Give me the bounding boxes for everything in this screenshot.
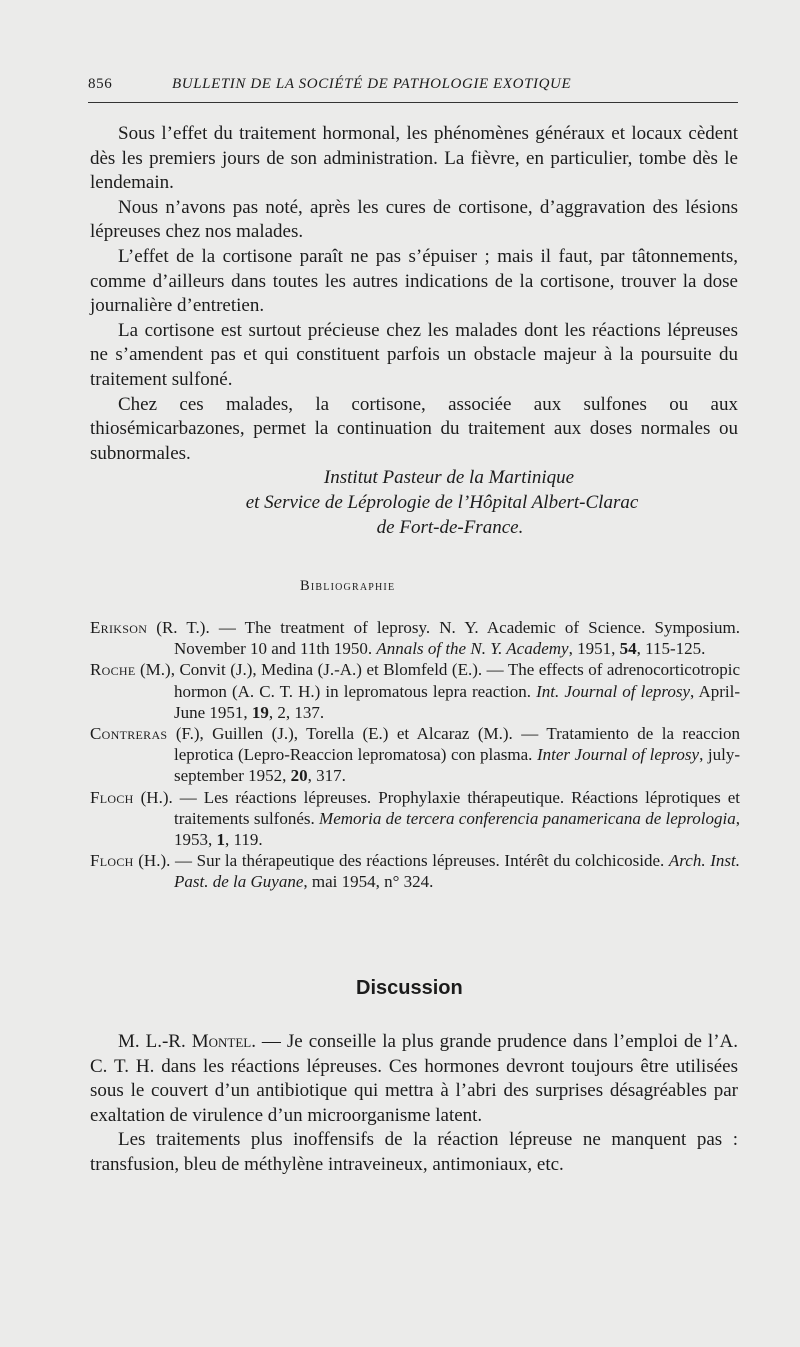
reference-source: Arch. Inst. Past. de la Guyane <box>174 851 740 892</box>
discussion-paragraph <box>90 1030 738 1128</box>
reference-volume: 19 <box>251 702 269 722</box>
reference-text: (R. T.). — The treatment of leprosy. N. Y. Academic of Science. Symposium. November 10 and 11th 1950. <box>147 618 740 659</box>
discussion-section <box>90 1030 738 1178</box>
reference-text: , mai 1954, n° 324. <box>303 872 434 892</box>
reference-text: , 317. <box>307 766 346 786</box>
reference-text: (F.), Guillen (J.), Torella (E.) et Alcaraz (M.). — Tratamiento de la reaccion leprotica (Lepro-Reaccion lepromatosa) con plasma. <box>167 724 740 765</box>
journal-title: BULLETIN DE LA SOCIÉTÉ DE PATHOLOGIE EXOTIQUE <box>172 76 572 92</box>
reference-author: Floch <box>90 787 134 807</box>
discussion-text: — Je conseille la plus grande prudence dans l’emploi de l’A. C. T. H. dans les réactions lépreuses. Ces hormones devront toujours être utilisées sous le couvert d’un antibiotique qui mettra à l’abri des surprises désagréables par exaltation de virulence d’un microorganisme latent. <box>90 1031 738 1126</box>
reference-text: , july-september 1952, <box>174 745 740 786</box>
speaker-name: M. L.-R. Montel. <box>118 1031 256 1052</box>
paragraph: Nous n’avons pas noté, après les cures de cortisone, d’aggravation des lésions lépreuses chez nos malades. <box>90 196 738 243</box>
affiliation-line: de Fort-de-France. <box>376 516 524 538</box>
discussion-heading: Discussion <box>356 977 463 999</box>
reference-source: Memoria de tercera conferencia panamericana de leprologia <box>319 808 736 828</box>
paragraph: Sous l’effet du traitement hormonal, les phénomènes généraux et locaux cèdent dès les premiers jours de son administration. La fièvre, en particulier, tombe dès le lendemain. <box>90 123 738 194</box>
discussion-paragraph: Les traitements plus inoffensifs de la réaction lépreuse ne manquent pas : transfusion, bleu de méthylène intraveineux, antimoniaux, etc. <box>90 1129 738 1175</box>
reference-author: Roche <box>90 660 136 680</box>
reference-volume: 20 <box>290 766 308 786</box>
paragraph: Chez ces malades, la cortisone, associée aux sulfones ou aux thiosémicarbazones, permet la continuation du traitement aux doses normales ou subnormales. <box>90 393 738 464</box>
affiliation-line: Institut Pasteur de la Martinique <box>323 467 575 489</box>
reference-entry <box>90 787 740 851</box>
reference-text: (H.). — Sur la thérapeutique des réactions lépreuses. Intérêt du colchicoside. <box>133 851 669 871</box>
reference-entry <box>90 723 740 787</box>
reference-volume: 54 <box>619 639 637 659</box>
reference-text: , 1953, <box>174 808 740 850</box>
reference-text: (H.). — Les réactions lépreuses. Prophylaxie thérapeutique. Réactions léprotiques et traitements sulfonés. <box>133 787 740 828</box>
paragraph: La cortisone est surtout précieuse chez les malades dont les réactions lépreuses ne s’amendent pas et qui constituent parfois un obstacle majeur à la poursuite du traitement sulfoné. <box>90 319 738 390</box>
reference-text: , April-June 1951, <box>174 681 741 722</box>
reference-author: Erikson <box>90 618 148 637</box>
affiliation-line: et Service de Léprologie de l’Hôpital Albert-Clarac <box>245 491 639 513</box>
reference-entry <box>90 659 740 723</box>
reference-text: , 2, 137. <box>268 702 325 722</box>
running-header <box>88 76 738 98</box>
reference-source: Int. Journal of leprosy <box>536 681 691 701</box>
reference-text: , 119. <box>225 830 263 850</box>
reference-text: , 1951, <box>568 639 620 659</box>
paragraph: L’effet de la cortisone paraît ne pas s’épuiser ; mais il faut, par tâtonnements, comme d’ailleurs dans toutes les autres indications de la cortisone, trouver la dose journalière d’entretien. <box>90 245 738 317</box>
bibliography-heading: Bibliographie <box>300 578 396 594</box>
reference-text: , 115-125. <box>636 639 706 659</box>
reference-author: Floch <box>90 851 134 871</box>
page-number: 856 <box>88 76 113 92</box>
reference-volume: 1 <box>216 830 225 850</box>
reference-source: Inter Journal of leprosy <box>536 745 700 765</box>
reference-entry <box>90 850 740 892</box>
reference-author: Contreras <box>90 724 168 744</box>
reference-text: (M.), Convit (J.), Medina (J.-A.) et Blomfeld (E.). — The effects of adrenocorticotropic hormon (A. C. T. H.) in lepromatous lepra reaction. <box>135 660 740 701</box>
reference-source: Annals of the N. Y. Academy <box>376 639 569 659</box>
bibliography-list <box>90 617 740 893</box>
header-rule <box>88 102 738 103</box>
article-body <box>90 122 738 540</box>
reference-entry <box>90 617 740 659</box>
